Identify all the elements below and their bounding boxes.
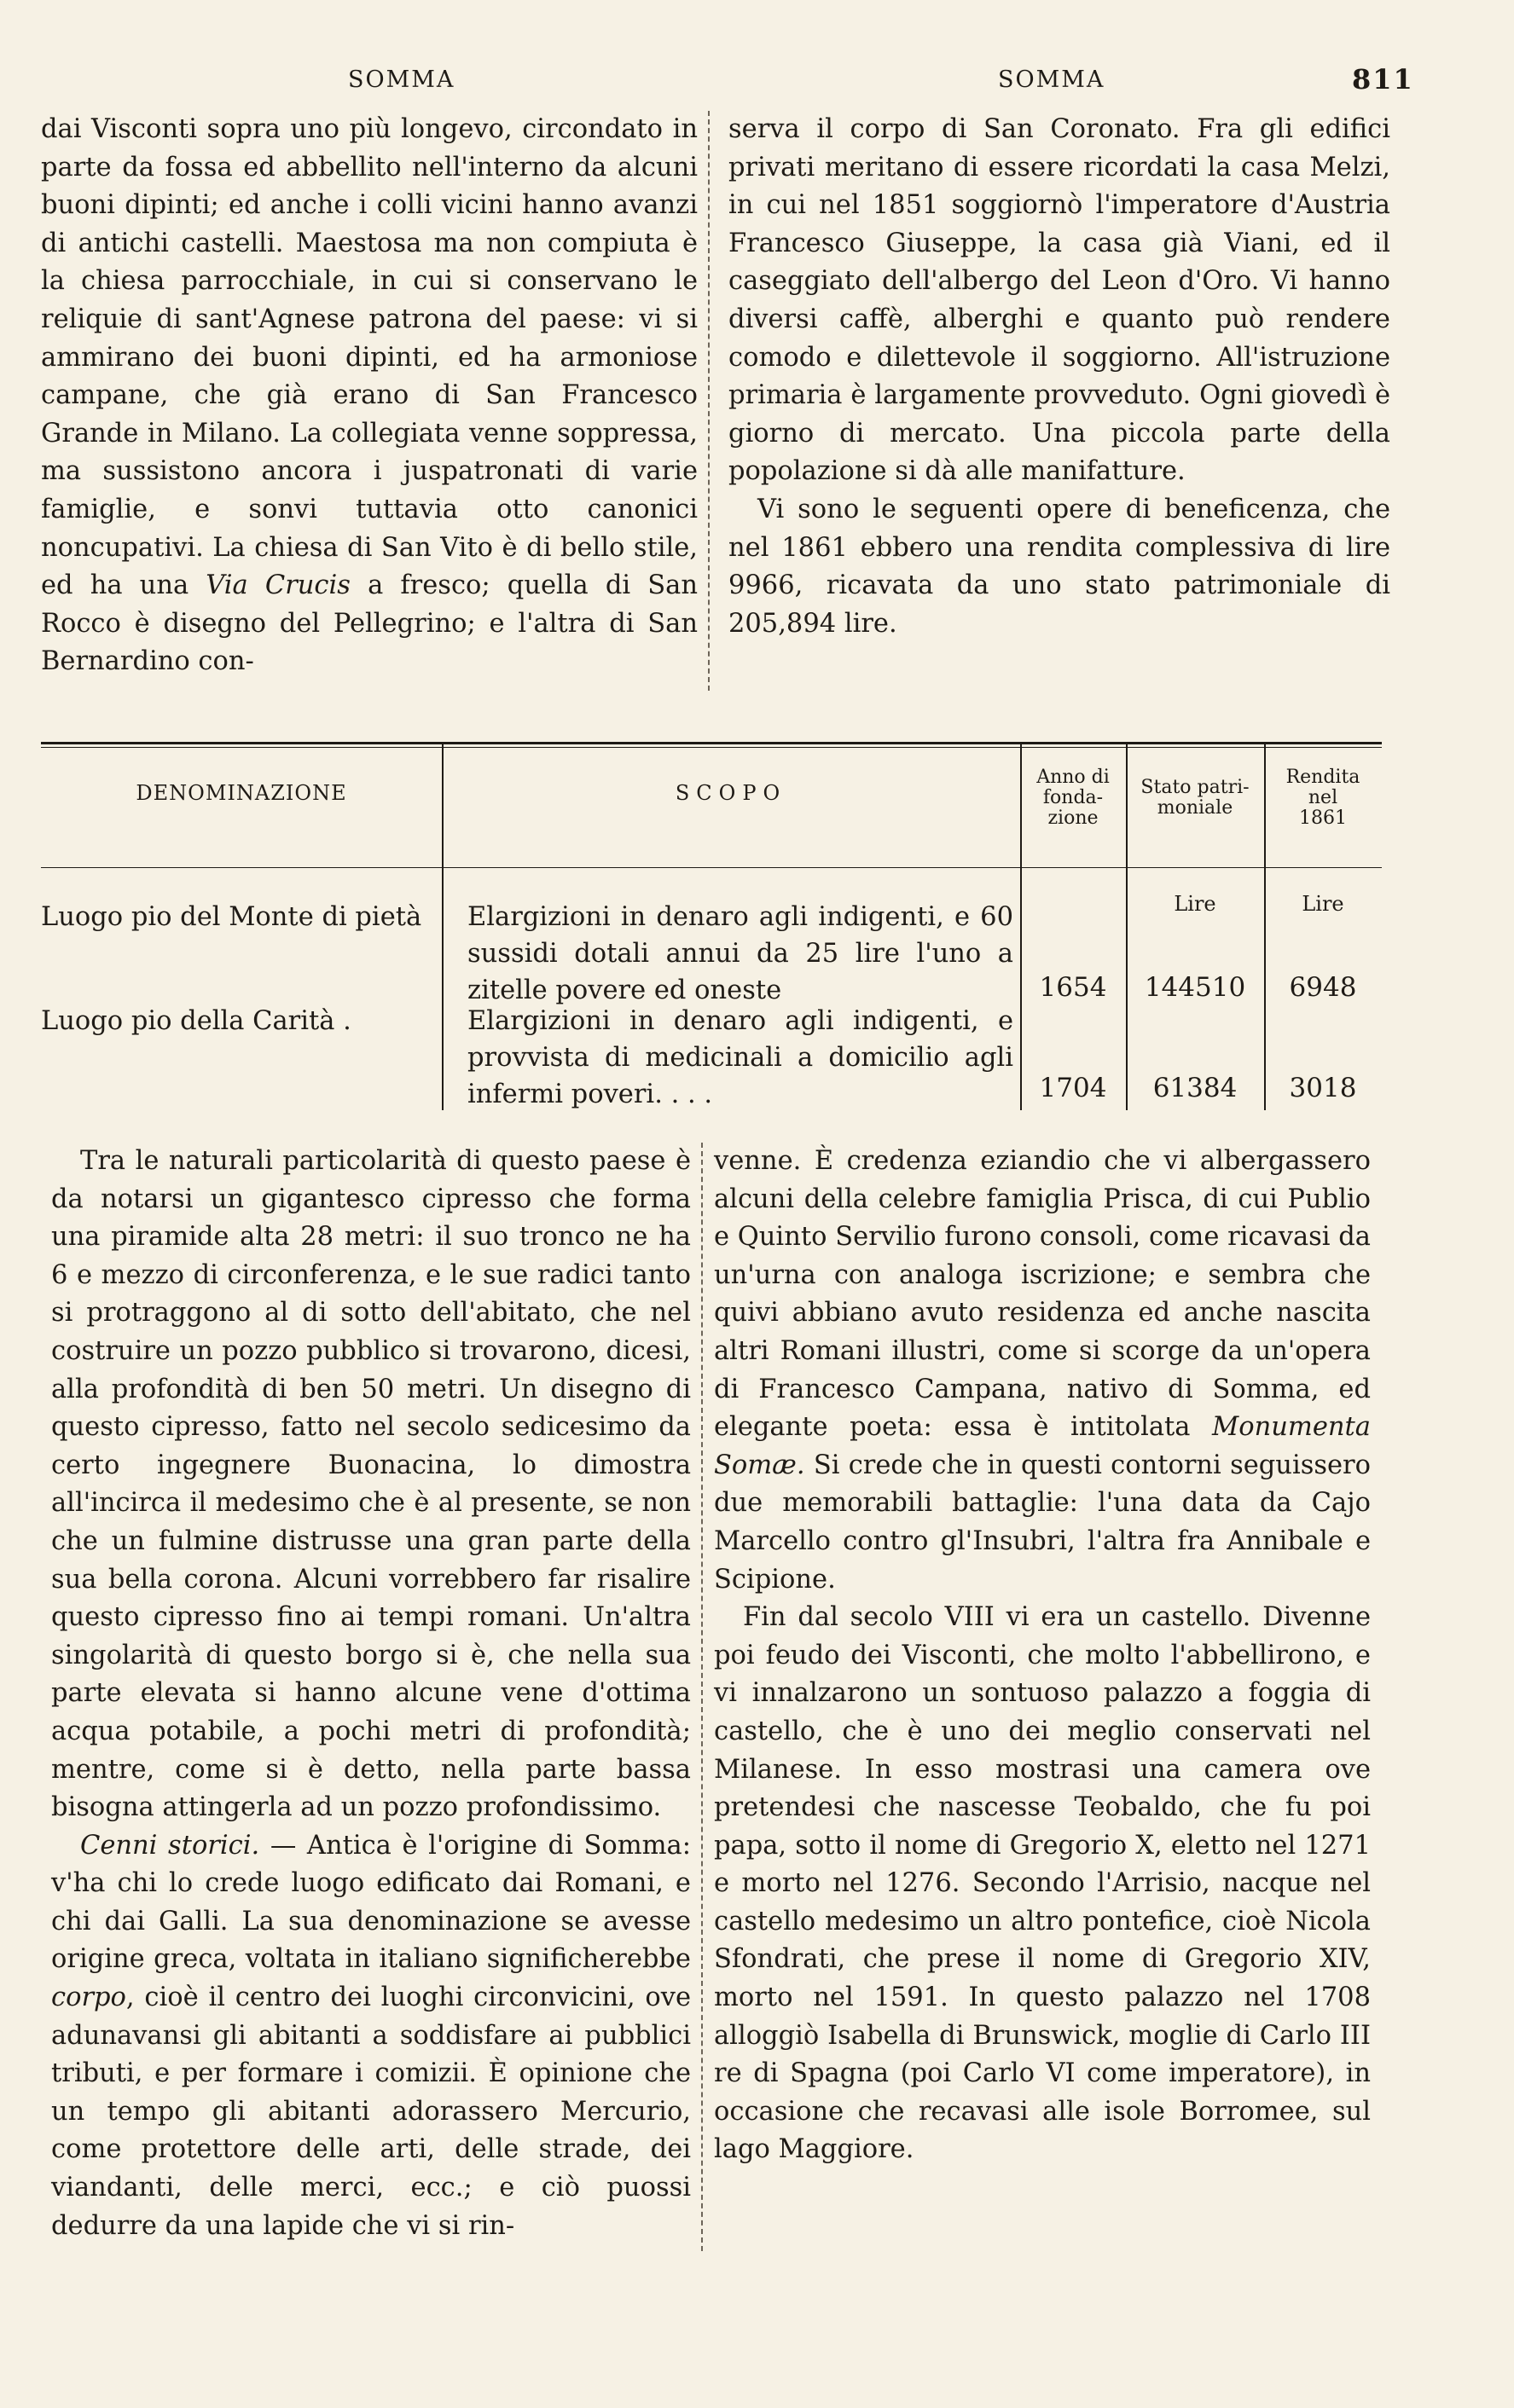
- header-denominazione: DENOMINAZIONE: [136, 781, 347, 805]
- unit-rendita: Lire: [1302, 892, 1344, 916]
- table-row-1-scopo: Elargizioni in denaro agli indigenti, e 60 sussidi dotali annui da 25 lire l'uno a zitelle povere ed oneste: [467, 902, 1013, 1005]
- column-divider: [701, 1143, 703, 2251]
- running-header-left: SOMMA: [348, 67, 455, 93]
- table-row-2-scopo: Elargizioni in denaro agli indigenti, e provvista di medicinali a domicilio agli infermi poveri. . . .: [467, 1006, 1013, 1109]
- table-row-1-denominazione: Luogo pio del Monte di pietà: [41, 902, 422, 932]
- table-row-2-denominazione: Luogo pio della Carità .: [41, 1006, 351, 1036]
- bottom-left-column: [51, 1143, 691, 2245]
- bottom-right-column: [714, 1143, 1371, 2169]
- paragraph: Tra le naturali particolarità di questo paese è da notarsi un gigantesco cipresso che forma una piramide alta 28 metri: il suo tronco ne ha 6 e mezzo di circonferenza, e le sue radici tanto si protraggono al di sotto dell'abitato, che nel costruire un pozzo pubblico si trovarono, dicesi, alla profondità di ben 50 metri. Un disegno di questo cipresso, fatto nel secolo sedicesimo da certo ingegnere Buonacina, lo dimostra all'incirca il medesimo che è al presente, se non che un fulmine distrusse una gran parte della sua bella corona. Alcuni vorrebbero far risalire questo cipresso fino ai tempi romani. Un'altra singolarità di questo borgo si è, che nella sua parte elevata si hanno alcune vene d'ottima acqua potabile, a pochi metri di profondità; mentre, come si è detto, nella parte bassa bisogna attingerla ad un pozzo profondissimo.: [51, 1146, 691, 1823]
- table-row-1-stato: 144510: [1144, 972, 1246, 1003]
- paragraph: Fin dal secolo VIII vi era un castello. Divenne poi feudo dei Visconti, che molto l'abbellirono, e vi innalzarono un sontuoso palazzo a foggia di castello, che è uno dei meglio conservati nel Milanese. In esso mostrasi una camera ove pretendesi che nascesse Teobaldo, che fu poi papa, sotto il nome di Gregorio X, eletto nel 1271 e morto nel 1276. Secondo l'Arrisio, nacque nel castello medesimo un altro pontefice, cioè Nicola Sfondrati, che prese il nome di Gregorio XIV, morto nel 1591. In questo palazzo nel 1708 alloggiò Isabella di Brunswick, moglie di Carlo III re di Spagna (poi Carlo VI come imperatore), in occasione che recavasi alle isole Borromee, sul lago Maggiore.: [714, 1602, 1371, 2165]
- header-scopo: SCOPO: [675, 781, 787, 805]
- table-row-1-rendita: 6948: [1289, 972, 1357, 1003]
- table-row-1-anno: 1654: [1039, 972, 1107, 1003]
- paragraph: venne. È credenza eziandio che vi albergassero alcuni della celebre famiglia Prisca, di cui Publio e Quinto Servilio furono consoli, come ricavasi da un'urna con analoga iscrizione; e sembra che quivi abbiano avuto residenza ed anche nascita altri Romani illustri, come si scorge da un'opera di Francesco Campana, nativo di Somma, ed elegante poeta: essa è intitolata Monumenta Somæ. Si crede che in questi contorni seguissero due memorabili battaglie: l'una data da Cajo Marcello contro gl'Insubri, l'altra fra Annibale e Scipione.: [714, 1146, 1371, 1595]
- top-right-column: [728, 111, 1390, 643]
- page-number: 811: [1352, 63, 1414, 96]
- paragraph: dai Visconti sopra uno più longevo, circondato in parte da fossa ed abbellito nell'interno da alcuni buoni dipinti; ed anche i colli vicini hanno avanzi di antichi castelli. Maestosa ma non compiuta è la chiesa parrocchiale, in cui si conservano le reliquie di sant'Agnese patrona del paese: vi si ammirano dei buoni dipinti, ed ha armoniose campane, che già erano di San Francesco Grande in Milano. La collegiata venne soppressa, ma sussistono ancora i juspatronati di varie famiglie, e sonvi tuttavia otto canonici noncupativi. La chiesa di San Vito è di bello stile, ed ha una Via Crucis a fresco; quella di San Rocco è disegno del Pellegrino; e l'altra di San Bernardino con-: [41, 114, 698, 677]
- beneficenza-table: [41, 742, 1382, 1110]
- header-rendita: Rendita nel 1861: [1285, 767, 1360, 829]
- top-left-column: [41, 111, 698, 681]
- paragraph: Cenni storici. — Antica è l'origine di Somma: v'ha chi lo crede luogo edificato dai Romani, e chi dai Galli. La sua denominazione se avesse origine greca, voltata in italiano significherebbe corpo, cioè il centro dei luoghi circonvicini, ove adunavansi gli abitanti a soddisfare ai pubblici tributi, e per formare i comizii. È opinione che un tempo gli abitanti adorassero Mercurio, come protettore delle arti, delle strade, dei viandanti, delle merci, ecc.; e ciò puossi dedurre da una lapide che vi si rin-: [51, 1830, 692, 2241]
- table-row-2-anno: 1704: [1039, 1073, 1107, 1103]
- table-row-2-rendita: 3018: [1289, 1073, 1357, 1103]
- column-divider: [708, 111, 710, 691]
- paragraph: Vi sono le seguenti opere di beneficenza, che nel 1861 ebbero una rendita complessiva di lire 9966, ricavata da uno stato patrimoniale di 205,894 lire.: [728, 494, 1390, 639]
- paragraph: serva il corpo di San Coronato. Fra gli edifici privati meritano di essere ricordati la casa Melzi, in cui nel 1851 soggiornò l'imperatore d'Austria Francesco Giuseppe, la casa già Viani, ed il caseggiato dell'albergo del Leon d'Oro. Vi hanno diversi caffè, alberghi e quanto può rendere comodo e dilettevole il soggiorno. All'istruzione primaria è largamente provveduto. Ogni giovedì è giorno di mercato. Una piccola parte della popolazione si dà alle manifatture.: [728, 114, 1390, 487]
- unit-stato: Lire: [1174, 892, 1216, 916]
- table-row-2-stato: 61384: [1152, 1073, 1238, 1103]
- header-anno: Anno di fonda- zione: [1036, 767, 1110, 829]
- header-stato: Stato patri- moniale: [1140, 777, 1250, 819]
- running-header-right: SOMMA: [998, 67, 1105, 93]
